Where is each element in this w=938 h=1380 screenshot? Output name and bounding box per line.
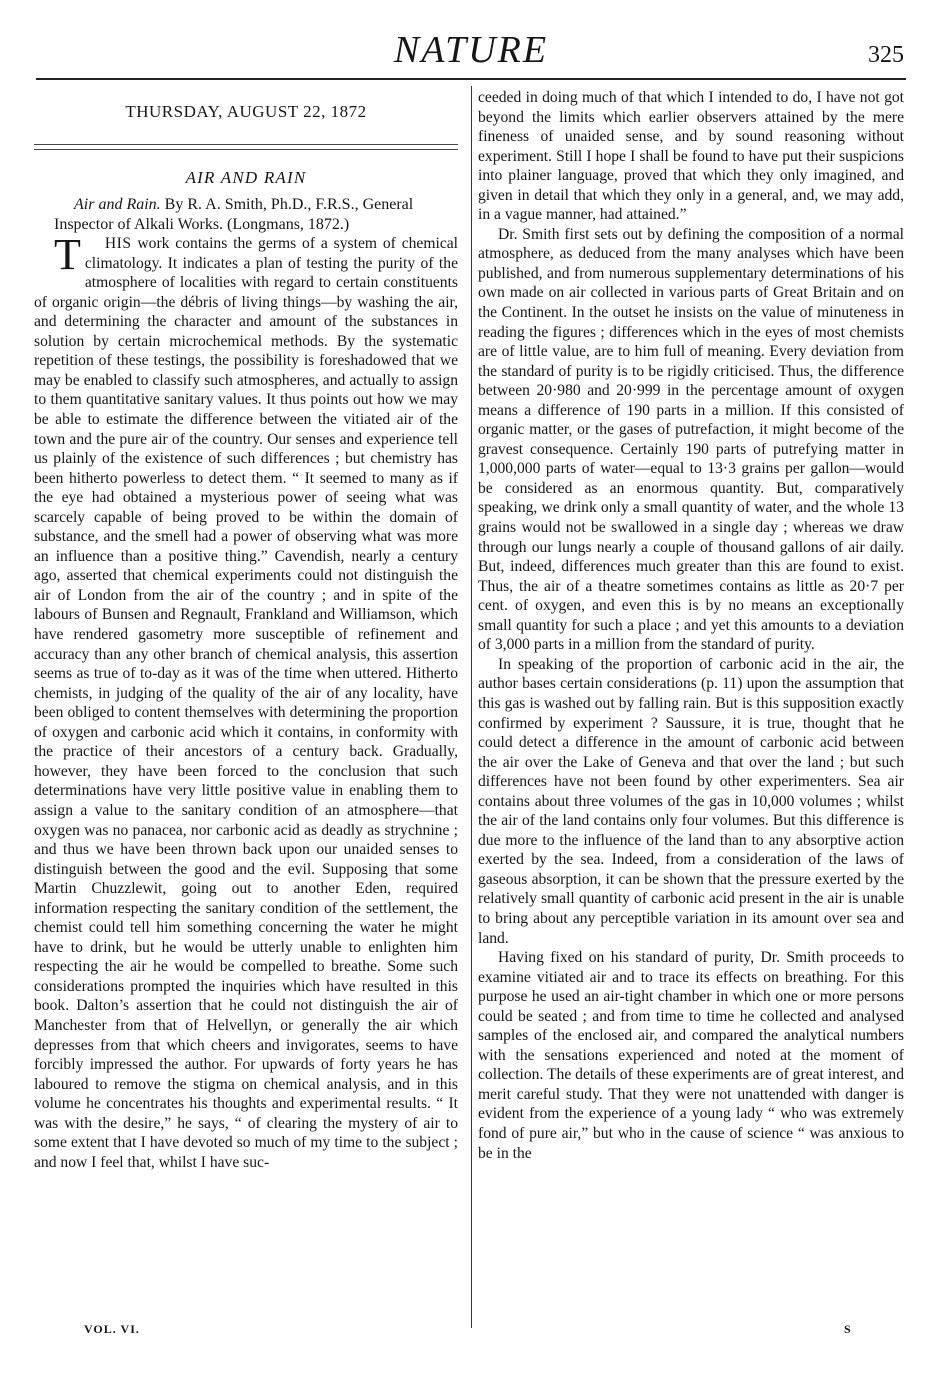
- book-reference: [34, 195, 458, 234]
- paragraph-4: Having fixed on his standard of purity, Dr. Smith proceeds to examine vitiated air and to trace its effects on breathing. For this purpose he used an air-tight chamber in which one or more persons could be seated ; and from time to time he collected and analysed samples of the enclosed air, and compared the analytical numbers with the sensations experienced and noted at the moment of collection. The details of these experiments are of great interest, and merit careful study. That they were not unattended with danger is evident from the experience of a young lady “ who was extremely fond of pure air,” but who in the cause of science “ was anxious to be in the: [478, 949, 904, 1162]
- page-number: 325: [868, 42, 904, 68]
- paragraph-1: [34, 230, 458, 1172]
- lead-in: HIS: [104, 235, 132, 253]
- drop-cap: T: [54, 230, 81, 280]
- volume-label: VOL. VI.: [84, 1322, 140, 1336]
- paragraph-2: Dr. Smith first sets out by defining the composition of a normal atmosphere, as deduced from the many analyses which have been published, and from numerous supplementary determinations of his own made on air collected in various parts of Great Britain and on the Continent. In the outset he insists on the value of minuteness in reading the figures ; differences which in the eyes of most chemists are of little value, are to him full of meaning. Every deviation from the standard of purity is to be rigidly criticised. Thus, the difference between 20·980 and 20·999 in the percentage amount of oxygen means a difference of 190 parts in a million. If this consisted of organic matter, or the gases of putrefaction, it might become of the gravest consequence. Certainly 190 parts of putrefying matter in 1,000,000 parts of water—equal to 13·3 grains per gallon—would be considered as an enormous quantity. But, comparatively speaking, we drink only a small quantity of water, and the whole 13 grains would not be swallowed in a single day ; whereas we draw through our lungs nearly a couple of thousand gallons of air daily. But, indeed, differences much greater than this are found to exist. Thus, the air of a theatre sometimes contains as little as 20·7 per cent. of oxygen, and even this is by no means an exceptionally small quantity for such a place ; and yet this amounts to a deviation of 3,000 parts in a million from the standard of purity.: [478, 225, 904, 654]
- section-double-rule: [34, 144, 458, 150]
- signature-mark: S: [844, 1322, 851, 1336]
- book-title: Air and Rain.: [74, 196, 161, 214]
- column-divider: [471, 86, 472, 1328]
- paragraph-3: In speaking of the proportion of carbonic acid in the air, the author bases certain considerations (p. 11) upon the assumption that this gas is washed out by falling rain. But is this supposition exactly confirmed by experiment ? Saussure, it is true, thought that he could detect a difference in the amount of carbonic acid between the air over the Lake of Geneva and that over the land ; but such differences have not been found by other experimenters. Sea air contains about three volumes of the gas in 10,000 volumes ; whilst the air of the land contains only four volumes. But this difference is due more to the influence of the land than to any absorptive action exerted by the sea. Indeed, from a consideration of the laws of gaseous absorption, it can be shown that the pressure exerted by the relatively small quantity of carbonic acid present in the air is unable to bring about any perceptible variation in its amount over sea and land.: [478, 655, 904, 947]
- left-column: [34, 88, 458, 1172]
- right-column: [478, 88, 904, 1163]
- paragraph-continued: ceeded in doing much of that which I intended to do, I have not got beyond the limits which earlier observers attained by the mere fineness of unaided sense, and by sound reasoning without experiment. Still I hope I shall be found to have put their suspicions into plainer language, proved that which they only imagined, and given in detail that which they only in a general, and, we may add, in a vague manner, had attained.”: [478, 89, 904, 224]
- dateline: THURSDAY, AUGUST 22, 1872: [125, 102, 367, 121]
- journal-title: NATURE: [393, 29, 549, 71]
- masthead: [36, 24, 906, 80]
- paragraph-1-text: work contains the germs of a system of chemical climatology. It indicates a plan of testing the purity of the atmosphere of localities with regard to certain constituents of organic origin—the débris of living things—by washing the air, and determining the character and amount of the substances in solution by certain microchemical methods. By the systematic repetition of these testings, the possibility is foreshadowed that we may be enabled to classify such atmospheres, and actually to assign to them quantitative sanitary values. It thus points out how we may be able to estimate the difference between the vitiated air of the town and the pure air of the country. Our senses and experience tell us plainly of the existence of such differences ; but chemistry has been hitherto powerless to detect them. “ It seemed to many as if the eye had obtained a mysterious power of seeing what was scarcely capable of being proved to be within the domain of substance, and the smell had a power of observing what was more an influence than a positive thing.” Cavendish, nearly a century ago, asserted that chemical experiments could not distinguish the air of London from the air of the country ; and in spite of the labours of Bunsen and Regnault, Frankland and Williamson, which have rendered gasometry more susceptible of refinement and accuracy than any other branch of chemical analysis, this assertion seems as true of to-day as it was of the time when uttered. Hitherto chemists, in judging of the quality of the air of any locality, have been obliged to content themselves with determining the proportion of oxygen and carbonic acid which it contains, in conformity with the practice of their ancestors of a century back. Gradually, however, they have been forced to the conclusion that such determinations have very little positive value in enabling them to assign a value to the sanitary condition of an atmosphere—that oxygen was no panacea, nor carbonic acid as deadly as strychnine ; and thus we have been thrown back upon our unaided senses to distinguish between the good and the evil. Supposing that some Martin Chuzzlewit, going out to another Eden, required information respecting the sanitary condition of the settlement, the chemist could tell him something concerning the water he might have to drink, but he would be utterly unable to enlighten him respecting the air he would be compelled to breathe. Some such considerations prompted the inquiries which have resulted in this book. Dalton’s assertion that he could not distinguish the air of Manchester from that of Helvellyn, or generally the air which depresses from that which cheers and invigorates, seems to have forcibly impressed the author. For upwards of forty years he has laboured to remove the stigma on chemical analysis, and in this volume he concentrates his thoughts and experimental results. “ It was with the desire,” he says, “ of clearing the mystery of air to some extent that I have devoted so much of my time to the subject ; and now I feel that, whilst I have suc-: [34, 235, 458, 1171]
- book-details: By R. A. Smith, Ph.D., F.R.S., General Inspector of Alkali Works. (Longmans, 1872.): [54, 196, 414, 233]
- header-rule: [36, 78, 906, 80]
- article-title: AIR AND RAIN: [185, 167, 307, 187]
